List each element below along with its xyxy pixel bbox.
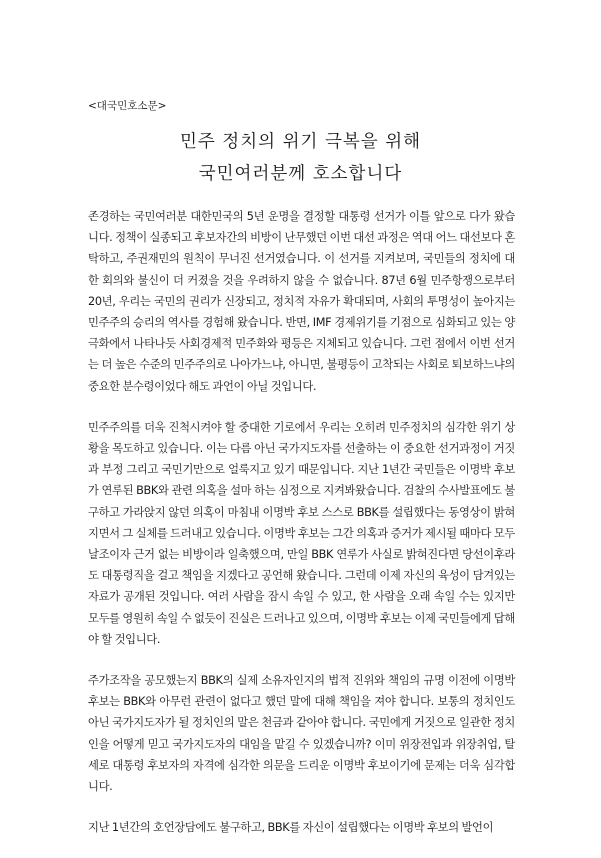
paragraph: 존경하는 국민여러분 대한민국의 5년 운명을 결정할 대통령 선거가 이틀 앞으로 다가 왔습니다. 정책이 실종되고 후보자간의 비방이 난무했던 이번 대선 과정은 역대 어느 대선보다 혼탁하고, 주권재민의 원칙이 무너진 선거였습니다. 이 선거를 지켜보며, 국민들의 정치에 대한 회의와 불신이 더 커졌을 것을 우려하지 않을 수 없습니다. 87년 6월 민주항쟁으로부터 20년, 우리는 국민의 권리가 신장되고, 정치적 자유가 확대되며, 사회의 투명성이 높아지는 민주주의 승리의 역사를 경험해 왔습니다. 반면, IMF 경제위기를 기점으로 심화되고 있는 양극화에서 나타나듯 사회경제적 민주화와 평등은 지체되고 있습니다. 그런 점에서 이번 선거는 더 높은 수준의 민주주의로 나아가느냐, 아니면, 불평등이 고착되는 사회로 퇴보하느냐의 중요한 분수령이었다 해도 과언이 아닐 것입니다. — [88, 210, 515, 393]
document-tag: <대국민호소문> — [88, 100, 167, 112]
paragraph: 지난 1년간의 호언장담에도 불구하고, BBK를 자신이 설립했다는 이명박 후보의 발언이 — [88, 821, 494, 835]
document-body — [88, 206, 515, 858]
title-line: 민주 정치의 위기 극복을 위해 — [179, 132, 422, 152]
document-title — [0, 126, 601, 190]
title-line: 국민여러분께 호소합니다 — [198, 164, 403, 184]
paragraph: 주가조작을 공모했는지 BBK의 실제 소유자인지의 법적 진위와 책임의 규명 이전에 이명박 후보는 BBK와 아무런 관련이 없다고 했던 말에 대해 책임을 져야 합니다. 보통의 정치인도 아닌 국가지도자가 될 정치인의 말은 천금과 같아야 합니다. 국민에게 거짓으로 일관한 정치인을 어떻게 믿고 국가지도자의 대임을 맡길 수 있겠습니까? 이미 위장전입과 위장취업, 탈세로 대통령 후보자의 자격에 심각한 의문을 드리운 이명박 후보이기에 문제는 더욱 심각합니다. — [88, 674, 515, 794]
paragraph: 민주주의를 더욱 진척시켜야 할 중대한 기로에서 우리는 오히려 민주정치의 심각한 위기 상황을 목도하고 있습니다. 이는 다름 아닌 국가지도자를 선출하는 이 중요한 선거과정이 거짓과 부정 그리고 국민기만으로 얼룩지고 있기 때문입니다. 지난 1년간 국민들은 이명박 후보가 연루된 BBK와 관련 의혹을 설마 하는 심정으로 지켜봐왔습니다. 검찰의 수사발표에도 불구하고 가라앉지 않던 의혹이 마침내 이명박 후보 스스로 BBK를 설립했다는 동영상이 밝혀지면서 그 실체를 드러내고 있습니다. 이명박 후보는 그간 의혹과 증거가 제시될 때마다 모두 날조이자 근거 없는 비방이라 일축했으며, 만일 BBK 연루가 사실로 밝혀진다면 당선이후라도 대통령직을 걸고 책임을 지겠다고 공언해 왔습니다. 그런데 이제 자신의 육성이 담겨있는 자료가 공개된 것입니다. 여러 사람을 잠시 속일 수 있고, 한 사람을 오래 속일 수는 있지만 모두를 영원히 속일 수 없듯이 진실은 드러나고 있으며, 이명박 후보는 이제 국민들에게 답해야 할 것입니다. — [88, 420, 515, 646]
